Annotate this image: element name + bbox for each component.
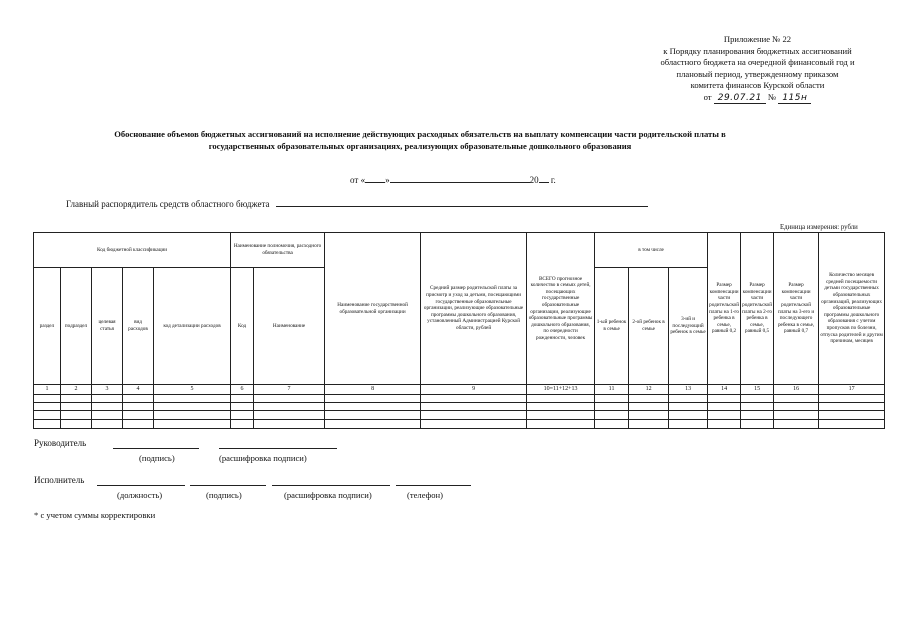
table-cell[interactable] (92, 403, 123, 411)
executor-phone-blank[interactable] (396, 477, 471, 486)
header-avg-fee: Средний размер родительской платы за присмотр и уход за детьми, посещающими государственные образовательные организации, реализующие образовательные программы дошкольного образования, установленный Администрацией Курской области, рублей (421, 233, 527, 385)
table-cell[interactable] (629, 395, 669, 403)
date-year: 20 (529, 175, 539, 185)
col-number: 13 (669, 385, 708, 395)
table-cell[interactable] (254, 411, 325, 420)
col-number: 4 (123, 385, 154, 395)
header-including: в том числе (595, 233, 708, 268)
month-blank[interactable] (390, 173, 530, 183)
table-cell[interactable] (123, 420, 154, 429)
manager-label: Главный распорядитель средств областного бюджета (66, 199, 270, 209)
table-cell[interactable] (421, 411, 527, 420)
executor-decoding-blank[interactable] (272, 477, 390, 486)
table-cell[interactable] (669, 411, 708, 420)
year-blank[interactable] (539, 173, 549, 183)
table-cell[interactable] (819, 411, 885, 420)
table-cell[interactable] (774, 403, 819, 411)
table-cell[interactable] (527, 411, 595, 420)
executor-position-blank[interactable] (97, 477, 185, 486)
table-cell[interactable] (741, 403, 774, 411)
appendix-block (620, 34, 895, 105)
budget-table (33, 232, 885, 429)
table-cell[interactable] (527, 420, 595, 429)
table-cell[interactable] (34, 411, 61, 420)
head-decoding-blank[interactable] (219, 440, 337, 449)
header-target: целевая статья (92, 268, 123, 385)
table-cell[interactable] (92, 395, 123, 403)
col-number: 5 (154, 385, 231, 395)
header-row-1 (34, 233, 885, 268)
table-cell[interactable] (325, 420, 421, 429)
header-comp3: Размер компенсации части родительской платы на 3-его и последующего ребенка в семье, равный 0,7 (774, 233, 819, 385)
header-third-child: 3-ий и последующий ребенок в семье (669, 268, 708, 385)
col-number: 11 (595, 385, 629, 395)
table-row (34, 403, 885, 411)
header-budget-codes: Код бюджетной классификации (34, 233, 231, 268)
header-subsection: подраздел (61, 268, 92, 385)
appendix-line: плановый период, утвержденному приказом (676, 68, 839, 79)
table-cell[interactable] (154, 411, 231, 420)
table-cell[interactable] (629, 403, 669, 411)
table-cell[interactable] (741, 395, 774, 403)
table-cell[interactable] (669, 395, 708, 403)
head-decoding-caption: (расшифровка подписи) (219, 453, 307, 463)
header-org: Наименование государственной образовательной организации (325, 233, 421, 385)
table-cell[interactable] (669, 403, 708, 411)
order-number-prefix: № (767, 91, 777, 102)
order-date-handwritten: 29.07.21 (714, 93, 766, 104)
title-line-1: Обоснование объемов бюджетных ассигнований на исполнение действующих расходных обязательств на выплату компенсации части родительской платы в (114, 129, 726, 139)
table-cell[interactable] (61, 411, 92, 420)
header-expense-type: вид расходов (123, 268, 154, 385)
header-obligation: Наименование полномочия, расходного обязательства (231, 233, 325, 268)
date-prefix: от « (350, 175, 366, 185)
table-cell[interactable] (231, 420, 254, 429)
head-signature-caption: (подпись) (139, 453, 175, 463)
table-cell[interactable] (231, 395, 254, 403)
executor-label: Исполнитель (34, 475, 85, 485)
table-cell[interactable] (819, 395, 885, 403)
manager-line (66, 198, 648, 209)
table-cell[interactable] (774, 420, 819, 429)
table-cell[interactable] (61, 395, 92, 403)
col-number: 6 (231, 385, 254, 395)
header-detail-code: код детализации расходов (154, 268, 231, 385)
table-cell[interactable] (774, 411, 819, 420)
appendix-line: областного бюджета на очередной финансовый год и (660, 57, 855, 68)
header-code: Код (231, 268, 254, 385)
table-cell[interactable] (154, 403, 231, 411)
col-number: 1 (34, 385, 61, 395)
col-number: 17 (819, 385, 885, 395)
head-signature-line (34, 438, 86, 448)
table-cell[interactable] (421, 395, 527, 403)
table-cell[interactable] (629, 411, 669, 420)
table-cell[interactable] (741, 411, 774, 420)
table-cell[interactable] (421, 403, 527, 411)
column-numbers-row (34, 385, 885, 395)
col-number: 16 (774, 385, 819, 395)
table-row (34, 420, 885, 429)
table-cell[interactable] (61, 403, 92, 411)
executor-phone-caption: (телефон) (407, 490, 443, 500)
table-cell[interactable] (595, 411, 629, 420)
order-date-prefix: от (703, 91, 712, 102)
table-cell[interactable] (595, 420, 629, 429)
order-number-handwritten: 115н (778, 93, 811, 104)
header-name: Наименование (254, 268, 325, 385)
table-cell[interactable] (154, 395, 231, 403)
appendix-line: к Порядку планирования бюджетных ассигнований (663, 45, 852, 56)
table-cell[interactable] (708, 420, 741, 429)
footnote: * с учетом суммы корректировки (34, 510, 156, 520)
col-number: 9 (421, 385, 527, 395)
col-number: 2 (61, 385, 92, 395)
appendix-order-line (620, 92, 895, 105)
table-cell[interactable] (254, 395, 325, 403)
table-cell[interactable] (708, 411, 741, 420)
table-cell[interactable] (92, 411, 123, 420)
executor-signature-caption: (подпись) (206, 490, 242, 500)
table-cell[interactable] (595, 395, 629, 403)
col-number: 14 (708, 385, 741, 395)
table-cell[interactable] (254, 420, 325, 429)
table-cell[interactable] (527, 403, 595, 411)
manager-blank[interactable] (276, 198, 648, 207)
table-cell[interactable] (325, 411, 421, 420)
table-cell[interactable] (34, 420, 61, 429)
title-line-2: государственных образовательных организациях, реализующих образовательные дошкольного образования (208, 140, 632, 151)
table-cell[interactable] (123, 395, 154, 403)
table-cell[interactable] (708, 395, 741, 403)
head-label: Руководитель (34, 438, 87, 448)
date-line (350, 173, 556, 185)
table-cell[interactable] (92, 420, 123, 429)
appendix-line: Приложение № 22 (723, 34, 792, 44)
table-cell[interactable] (741, 420, 774, 429)
header-comp1: Размер компенсации части родительской платы на 1-го ребенка в семье, равный 0,2 (708, 233, 741, 385)
date-suffix: г. (550, 175, 556, 185)
table-cell[interactable] (629, 420, 669, 429)
appendix-line: комитета финансов Курской области (690, 80, 825, 91)
table-cell[interactable] (669, 420, 708, 429)
col-number: 15 (741, 385, 774, 395)
executor-position-caption: (должность) (117, 490, 163, 500)
header-second-child: 2-ой ребенок в семье (629, 268, 669, 385)
table-cell[interactable] (325, 395, 421, 403)
table-cell[interactable] (774, 395, 819, 403)
table-cell[interactable] (123, 403, 154, 411)
table-cell[interactable] (231, 403, 254, 411)
table-cell[interactable] (708, 403, 741, 411)
table-cell[interactable] (231, 411, 254, 420)
header-first-child: 1-ый ребенок в семье (595, 268, 629, 385)
document-title (20, 129, 820, 152)
table-row (34, 395, 885, 403)
table-row (34, 411, 885, 420)
table-cell[interactable] (123, 411, 154, 420)
col-number: 12 (629, 385, 669, 395)
table-cell[interactable] (595, 403, 629, 411)
col-number: 7 (254, 385, 325, 395)
col-number: 8 (325, 385, 421, 395)
col-number: 3 (92, 385, 123, 395)
table-cell[interactable] (254, 403, 325, 411)
day-blank[interactable] (365, 173, 385, 183)
table-cell[interactable] (154, 420, 231, 429)
header-months: Количество месяцев средней посещаемости детьми государственных образовательных организаций, реализующих образовательные программы дошкольного образования с учетом пропусков по болезни, отпуска родителей и другим причинам, месяцев (819, 233, 885, 385)
executor-line (34, 475, 84, 485)
table-cell[interactable] (421, 420, 527, 429)
date-mid: » (385, 175, 390, 185)
header-total-children: ВСЕГО прогнозное количество в семьях детей, посещающих государственные образовательные организации, реализующие образовательные программы дошкольного образования, по очередности рожденности, человек (527, 233, 595, 385)
executor-signature-blank[interactable] (190, 477, 266, 486)
table-cell[interactable] (527, 395, 595, 403)
table-cell[interactable] (325, 403, 421, 411)
header-comp2: Размер компенсации части родительской платы на 2-го ребенка в семье, равный 0,5 (741, 233, 774, 385)
table-cell[interactable] (34, 395, 61, 403)
table-cell[interactable] (61, 420, 92, 429)
table-cell[interactable] (819, 403, 885, 411)
unit-label: Единица измерения: рубли (780, 224, 858, 231)
executor-decoding-caption: (расшифровка подписи) (284, 490, 372, 500)
col-number: 10=11+12+13 (527, 385, 595, 395)
table-cell[interactable] (34, 403, 61, 411)
head-signature-blank[interactable] (113, 440, 199, 449)
header-section: раздел (34, 268, 61, 385)
table-cell[interactable] (819, 420, 885, 429)
